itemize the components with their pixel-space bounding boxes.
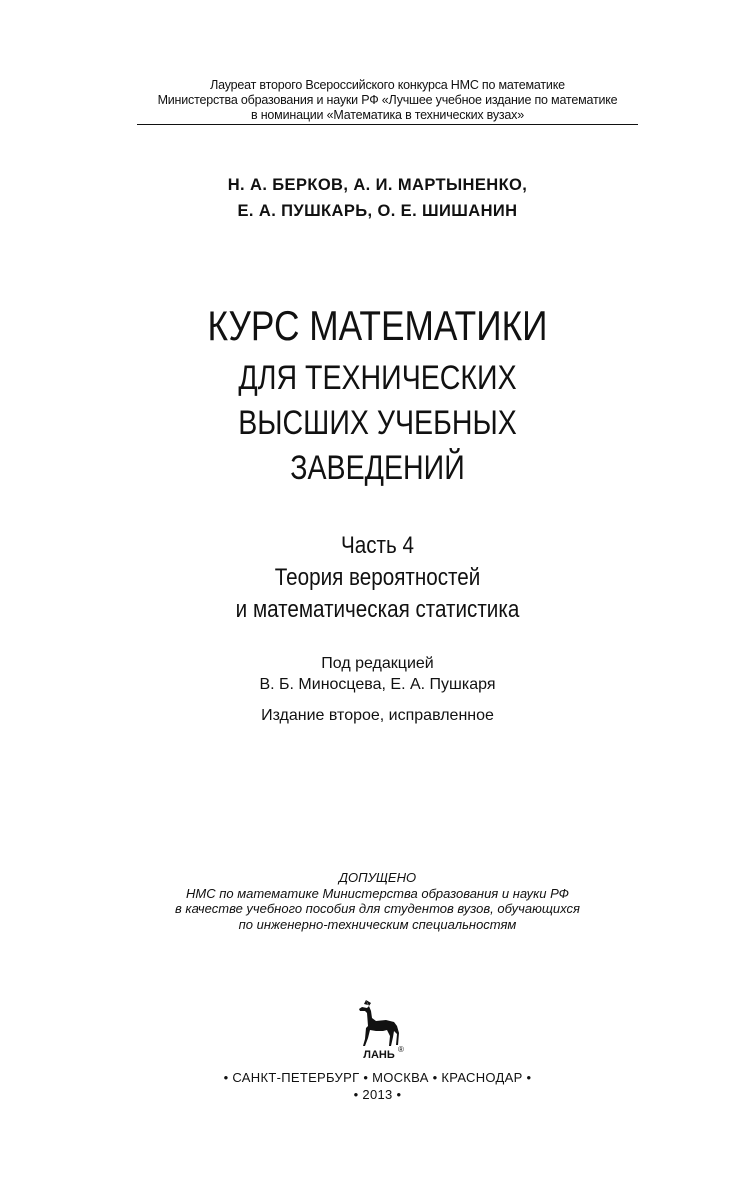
authors xyxy=(0,172,755,224)
year-text: • 2013 • xyxy=(353,1087,402,1102)
book-subtitle-line: ЗАВЕДЕНИЙ xyxy=(290,449,465,487)
book-subtitle-line: ВЫСШИХ УЧЕБНЫХ xyxy=(238,404,517,442)
approval-line: по инженерно-техническим специальностям xyxy=(238,916,517,932)
award-line: в номинации «Математика в технических вузах» xyxy=(251,108,524,122)
part-topic: Теория вероятностей xyxy=(274,564,481,591)
approval-line: НМС по математике Министерства образования и науки РФ xyxy=(186,885,569,901)
part-number: Часть 4 xyxy=(341,532,414,559)
edition-text: Издание второе, исправленное xyxy=(261,707,494,724)
approval-line: в качестве учебного пособия для студентов вузов, обучающихся xyxy=(175,901,580,916)
book-title-main: КУРС МАТЕМАТИКИ xyxy=(207,302,548,349)
award-notice xyxy=(137,78,638,123)
logo-wordmark: ЛАНЬ xyxy=(363,1049,395,1060)
book-title xyxy=(60,300,694,352)
editors xyxy=(0,653,755,695)
approval-stamp xyxy=(0,870,755,932)
authors-line: Н. А. БЕРКОВ, А. И. МАРТЫНЕНКО, xyxy=(227,176,528,194)
editors-caption: Под редакцией xyxy=(321,655,434,672)
part-topic: и математическая статистика xyxy=(235,596,520,623)
edition-note xyxy=(0,705,755,726)
approval-line: ДОПУЩЕНО xyxy=(338,870,417,885)
publisher-cities xyxy=(0,1069,755,1086)
award-line: Министерства образования и науки РФ «Лучшее учебное издание по математике xyxy=(157,93,618,107)
book-subtitle-line: ДЛЯ ТЕХНИЧЕСКИХ xyxy=(238,359,517,397)
publication-year xyxy=(0,1086,755,1103)
editors-names: В. Б. Миносцева, Е. А. Пушкаря xyxy=(259,676,496,693)
doe-icon xyxy=(352,998,408,1060)
cities-text: • САНКТ-ПЕТЕРБУРГ • МОСКВА • КРАСНОДАР • xyxy=(223,1070,532,1085)
registered-mark: ® xyxy=(398,1045,404,1054)
publisher-logo xyxy=(352,998,408,1060)
volume-part xyxy=(53,530,702,626)
award-divider xyxy=(137,124,638,125)
authors-line: Е. А. ПУШКАРЬ, О. Е. ШИШАНИН xyxy=(237,202,518,220)
award-line: Лауреат второго Всероссийского конкурса НМС по математике xyxy=(210,78,565,92)
book-subtitle xyxy=(60,356,694,491)
